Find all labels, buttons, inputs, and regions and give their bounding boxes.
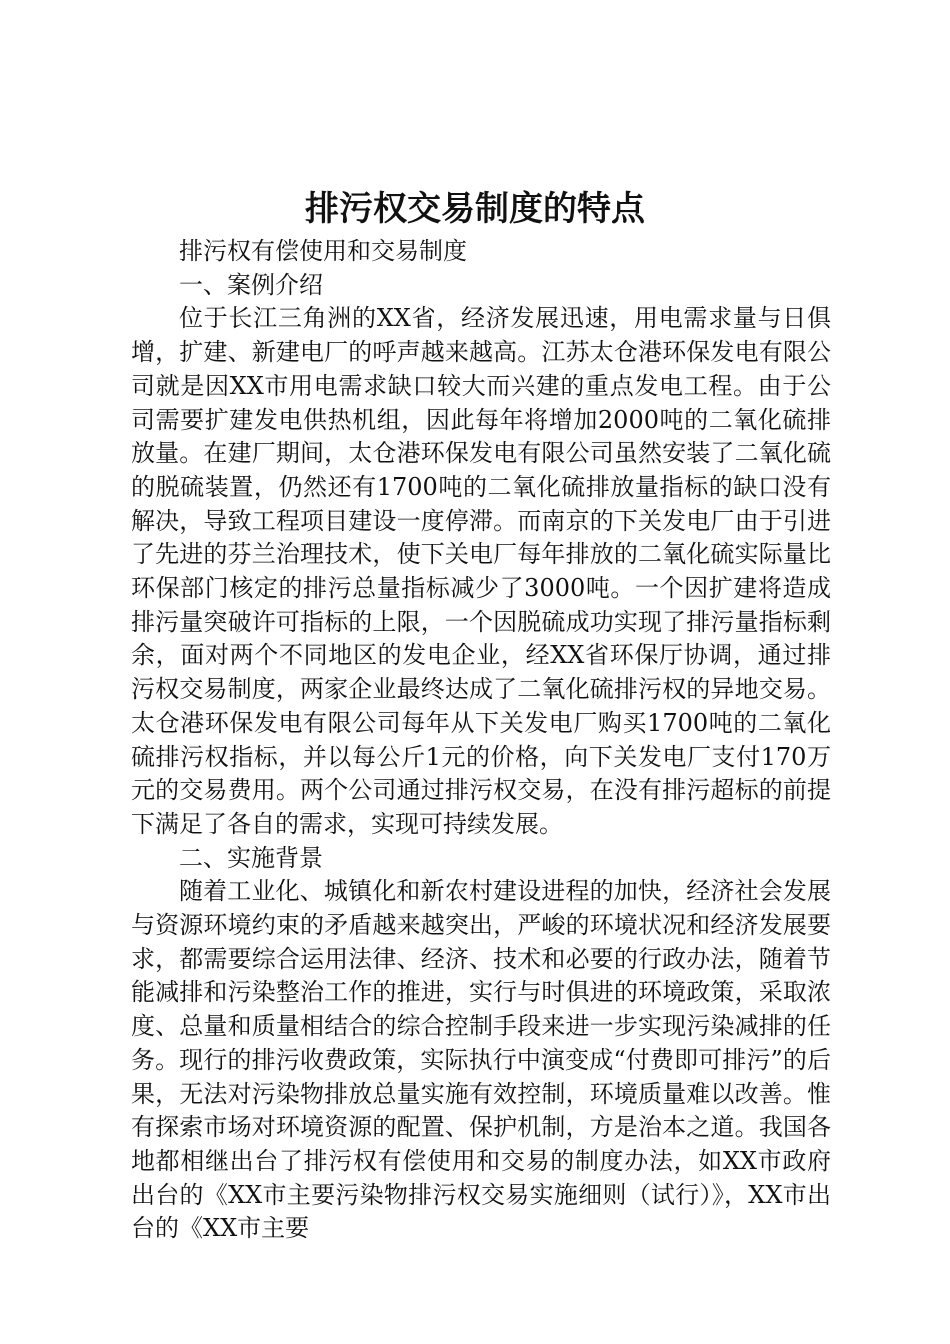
paragraph-subtitle: 排污权有偿使用和交易制度 xyxy=(179,237,467,265)
paragraph-case: 位于长江三角洲的XX省，经济发展迅速，用电需求量与日俱增，扩建、新建电厂的呼声越来越高。江苏太仓港环保发电有限公司就是因XX市用电需求缺口较大而兴建的重点发电工程。由于公司需要扩建发电供热机组，因此每年将增加2000吨的二氧化硫排放量。在建厂期间，太仓港环保发电有限公司虽然安装了二氧化硫的脱硫装置，仍然还有1700吨的二氧化硫排放量指标的缺口没有解决，导致工程项目建设一度停滞。而南京的下关发电厂由于引进了先进的芬兰治理技术，使下关电厂每年排放的二氧化硫实际量比环保部门核定的排污总量指标减少了3000吨。一个因扩建将造成排污量突破许可指标的上限，一个因脱硫成功实现了排污量指标剩余，面对两个不同地区的发电企业，经XX省环保厅协调，通过排污权交易制度，两家企业最终达成了二氧化硫排污权的异地交易。太仓港环保发电有限公司每年从下关发电厂购买1700吨的二氧化硫排污权指标，并以每公斤1元的价格，向下关发电厂支付170万元的交易费用。两个公司通过排污权交易，在没有排污超标的前提下满足了各自的需求，实现可持续发展。 xyxy=(131,304,831,838)
document-title: 排污权交易制度的特点 xyxy=(305,189,645,229)
paragraph-background: 随着工业化、城镇化和新农村建设进程的加快，经济社会发展与资源环境约束的矛盾越来越突出，严峻的环境状况和经济发展要求，都需要综合运用法律、经济、技术和必要的行政办法，随着节能减排和污染整治工作的推进，实行与时俱进的环境政策，采取浓度、总量和质量相结合的综合控制手段来进一步实现污染减排的任务。现行的排污收费政策，实际执行中演变成“付费即可排污”的后果，无法对污染物排放总量实施有效控制，环境质量难以改善。惟有探索市场对环境资源的配置、保护机制，方是治本之道。我国各地都相继出台了排污权有偿使用和交易的制度办法，如XX市政府出台的《XX市主要污染物排污权交易实施细则（试行）》，XX市出台的《XX市主要 xyxy=(131,877,831,1243)
section-heading-background: 二、实施背景 xyxy=(179,843,323,872)
document-body xyxy=(131,235,831,1246)
section-heading-case: 一、案例介绍 xyxy=(179,270,323,299)
